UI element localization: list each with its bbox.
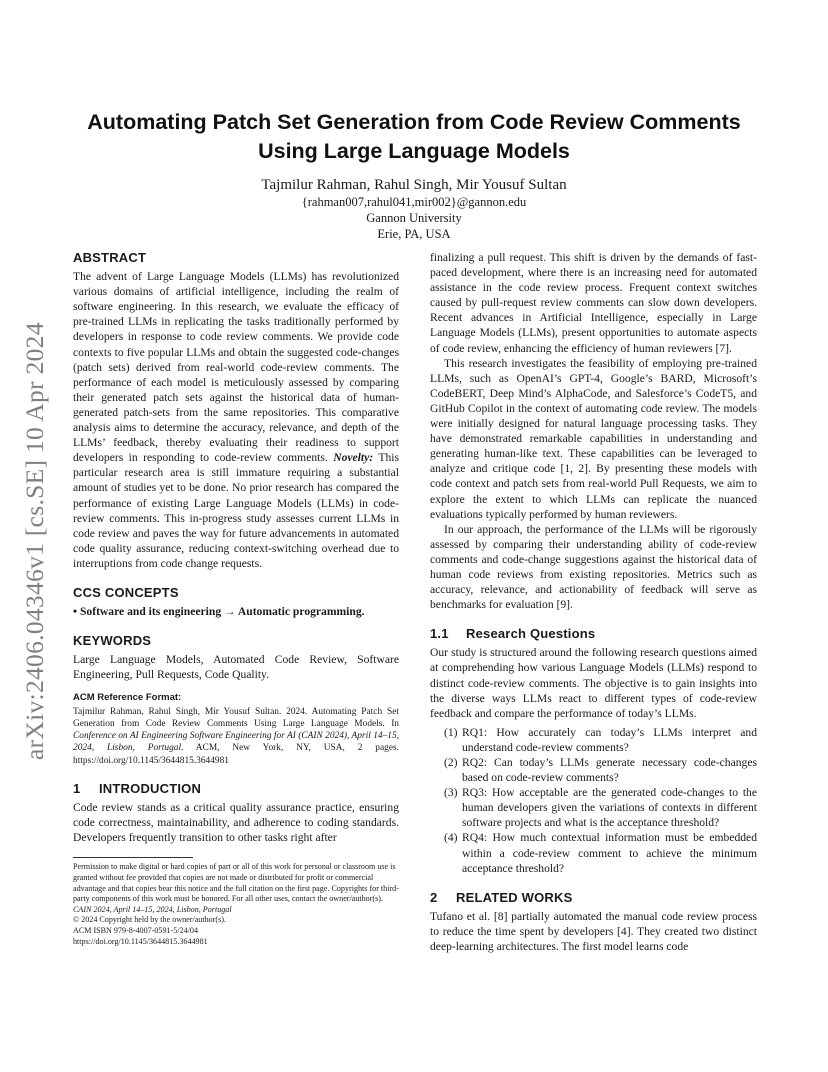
- author-email: {rahman007,rahul041,mir002}@gannon.edu: [301, 195, 527, 209]
- intro-title: INTRODUCTION: [99, 781, 202, 797]
- ccs-item: • Software and its engineering → Automatic programming.: [73, 605, 365, 619]
- acm-ref-text: [73, 706, 399, 767]
- rq-text: RQ1: How accurately can today’s LLMs interpret and understand code-review comments?: [462, 725, 757, 754]
- acm-ref-part1: Tajmilur Rahman, Rahul Singh, Mir Yousuf Sultan. 2024. Automating Patch Set Generation from Code Review Comments Using Large Language Models. In: [73, 706, 399, 729]
- intro-text-right-3: In our approach, the performance of the LLMs will be rigorously assessed by comparing their understanding ability of code-review comments and code-change suggestions against the historical data of human code reviews from existing repositories. Metrics such as accuracy, relevance, and actionability of feedback will serve as benchmarks for evaluation [9].: [430, 522, 757, 612]
- abstract-text: [73, 269, 399, 571]
- rq-marker: (1): [444, 725, 458, 739]
- keywords-heading: KEYWORDS: [73, 633, 152, 649]
- right-column: [430, 250, 757, 954]
- related-text: Tufano et al. [8] partially automated the manual code review process to reduce the time spent by developers [4]. They created two distinct deep-learning architectures. The first model learns code: [430, 909, 757, 954]
- abstract-heading: ABSTRACT: [73, 250, 147, 265]
- rq-text: RQ3: How acceptable are the generated code-changes to the human developers given the variations of contexts in different software projects and what is the acceptance threshold?: [462, 786, 757, 830]
- paper-title: Automating Patch Set Generation from Code Review Comments Using Large Language Models: [87, 110, 741, 163]
- arxiv-stamp: arXiv:2406.04346v1 [cs.SE] 10 Apr 2024: [20, 322, 49, 760]
- intro-heading: [73, 781, 399, 796]
- institution: Gannon University: [366, 211, 462, 225]
- ccs-heading: CCS CONCEPTS: [73, 584, 179, 600]
- abstract-body: The advent of Large Language Models (LLMs) has revolutionized various domains of artificial intelligence, including the realm of software engineering. In this research, we evaluate the efficacy of pre-trained LLMs in replicating the tasks traditionally performed by developers in response to code review comments. We provide code contexts to five popular LLMs and obtain the suggested code-changes (patch sets) derived from real-world code-review comments. The performance of each model is meticulously assessed by comparing their generated patch sets against the historical data of human-generated patch-sets from the same repositories. This comparative analysis aims to determine the accuracy, relevance, and depth of the LLMs’ feedback, thereby evaluating their readiness to support developers in responding to code-review comments.: [73, 270, 399, 465]
- rq-number: 1.1: [430, 626, 449, 642]
- intro-text-right-2: This research investigates the feasibility of employing pre-trained LLMs, such as OpenAI’s GPT-4, Google’s BARD, Microsoft’s CodeBERT, Deep Mind’s AlphaCode, and Salesforce’s CodeT5, and GitHub Copilot in the context of automating code review. The models were initially designed for natural language processing tasks. They have demonstrated remarkable capabilities in understanding and generating human-like text. These capabilities can be leveraged to analyze and critique code [1, 2]. By presenting these models with code context and patch sets from real-world Pull Requests, we aim to explore the extent to which LLMs can replicate the nuanced evaluations typically performed by human reviewers.: [430, 356, 757, 521]
- copyright-line: © 2024 Copyright held by the owner/author(s).: [73, 915, 226, 925]
- acm-ref-heading: ACM Reference Format:: [73, 692, 182, 704]
- related-title: RELATED WORKS: [456, 889, 573, 905]
- related-heading: [430, 890, 757, 905]
- rq-intro: Our study is structured around the following research questions aimed at comprehending how various Language Models (LLMs) respond to distinct code-review comments. The objective is to gain insights into the diverse ways LLMs react to different types of code-review feedback and compare the performance of today’s LLMs.: [430, 646, 757, 720]
- rq-heading: [430, 626, 757, 641]
- footnote: [73, 862, 399, 947]
- footnote-venue: CAIN 2024, April 14–15, 2024, Lisbon, Portugal: [73, 904, 232, 914]
- novelty-text: This particular research area is still immature requiring a substantial amount of studies yet to be done. No prior research has compared the performance of existing Large Language Models (LLMs) in code-review comments. This in-progress study assesses current LLMs in code review and paves the way for future advancements in automated code quality assurance, reducing context-switching overhead due to interruptions from code change requests.: [73, 451, 399, 570]
- left-column: [73, 250, 399, 947]
- rq-marker: (3): [444, 786, 458, 800]
- list-item: [430, 830, 757, 875]
- rq-marker: (4): [444, 831, 458, 845]
- rq-marker: (2): [444, 756, 458, 769]
- acm-ref-venue: Conference on AI Engineering Software Engineering for AI (CAIN 2024), April 14–15, 2024, Lisbon, Portugal.: [73, 731, 399, 754]
- location: Erie, PA, USA: [377, 227, 451, 241]
- acm-ref-part2: ACM, New York, NY, USA, 2 pages. https://doi.org/10.1145/3644815.3644981: [73, 743, 399, 766]
- footnote-rule: [73, 857, 193, 858]
- rq-list: [430, 725, 757, 876]
- rq-title: Research Questions: [466, 626, 596, 642]
- permission-notice: Permission to make digital or hard copies of part or all of this work for personal or classroom use is granted without fee provided that copies are not made or distributed for profit or commercial advantage and that copies bear this notice and the full citation on the first page. Copyrights for third-party components of this work must be honored. For all other uses, contact the owner/author(s).: [73, 862, 399, 904]
- isbn-line: ACM ISBN 979-8-4007-0591-5/24/04: [73, 925, 199, 935]
- intro-number: 1: [73, 781, 81, 797]
- list-item: [430, 755, 757, 785]
- doi-link[interactable]: https://doi.org/10.1145/3644815.3644981: [73, 936, 208, 946]
- related-number: 2: [430, 889, 438, 905]
- list-item: [430, 725, 757, 755]
- keywords-text: Large Language Models, Automated Code Review, Software Engineering, Pull Requests, Code Quality.: [73, 653, 399, 682]
- intro-text-right-1: finalizing a pull request. This shift is driven by the demands of fast-paced development, where there is an increasing need for automated assistance in the code review process. Frequent context switches caused by pull-request review comments can slow down developers. Recent advances in Artificial Intelligence, especially in Large Language Models (LLMs), present opportunities to automate aspects of code review, enhancing the efficiency of human reviewers [7].: [430, 251, 757, 355]
- novelty-label: Novelty:: [333, 451, 374, 465]
- rq-text: RQ2: Can today’s LLMs generate necessary code-changes based on code-review comments?: [462, 756, 757, 785]
- rq-text: RQ4: How much contextual information must be embedded within a code-review comment to achieve the minimum acceptance threshold?: [462, 831, 757, 875]
- list-item: [430, 785, 757, 830]
- author-list: Tajmilur Rahman, Rahul Singh, Mir Yousuf Sultan: [261, 177, 567, 193]
- intro-text-left: Code review stands as a critical quality assurance practice, ensuring code correctness, maintainability, and adherence to coding standards. Developers frequently transition to other tasks right after: [73, 801, 399, 845]
